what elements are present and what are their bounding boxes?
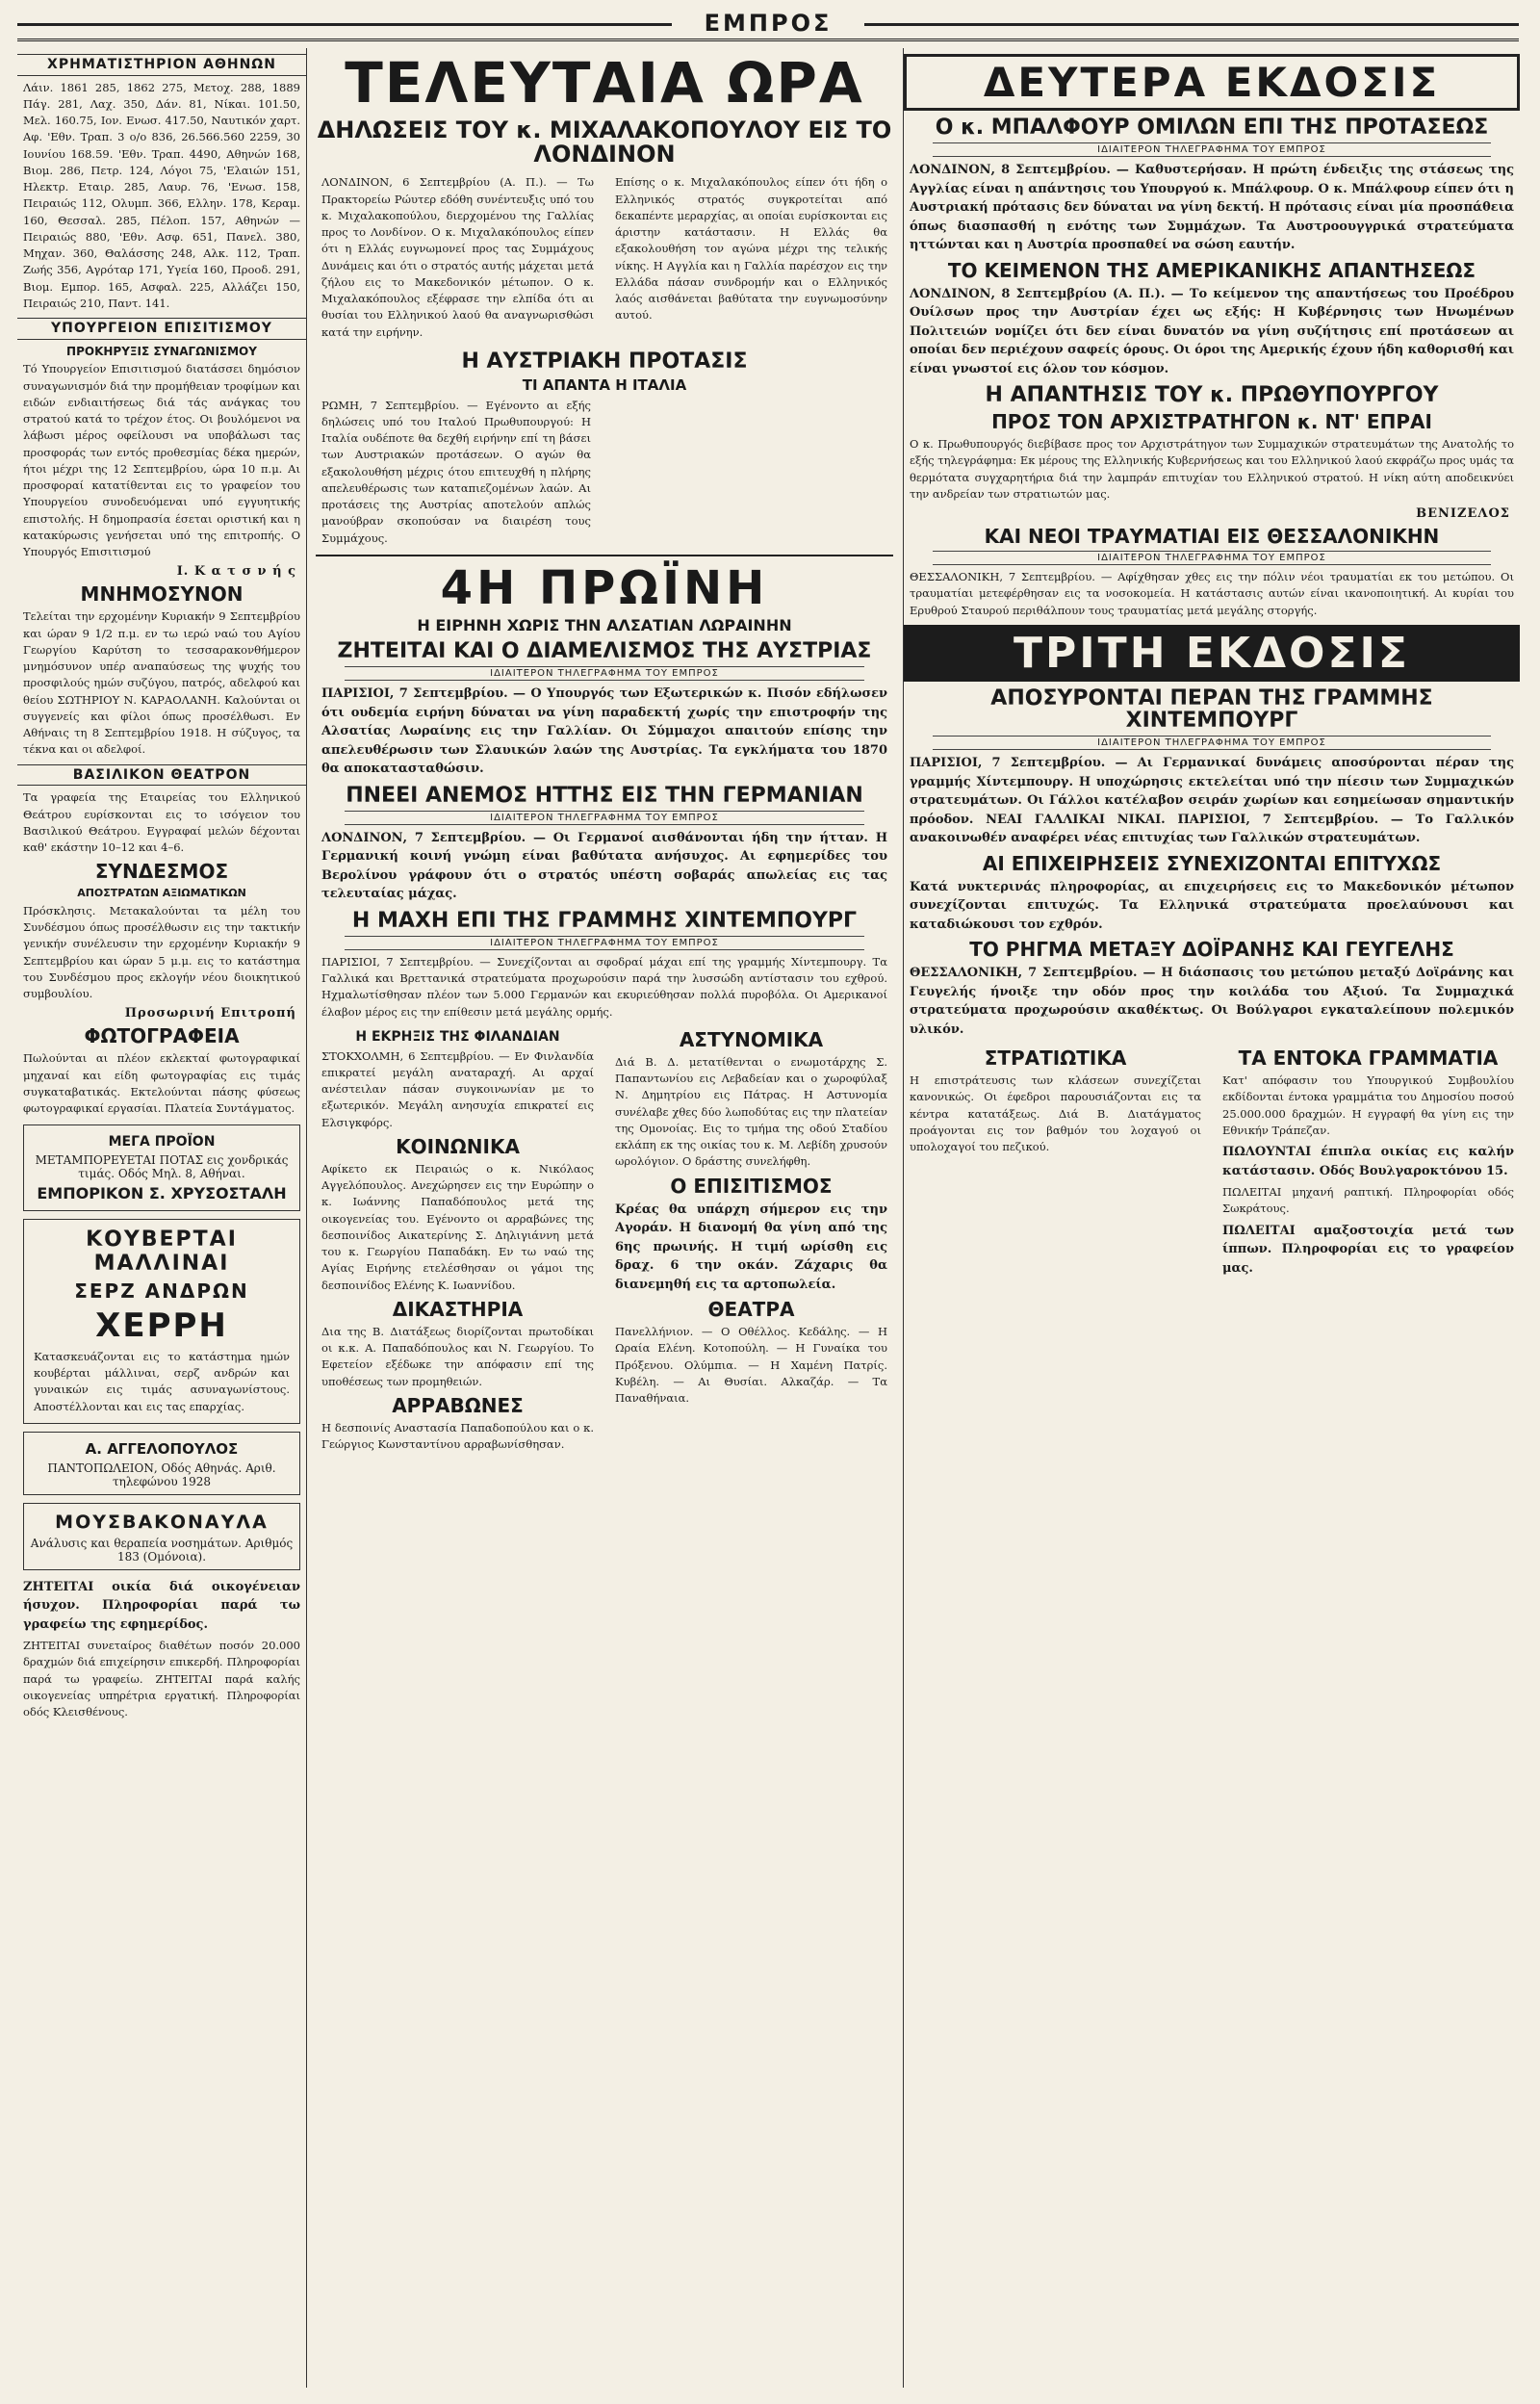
balfour-tag: ΙΔΙΑΙΤΕΡΟΝ ΤΗΛΕΓΡΑΦΗΜΑ ΤΟΥ ΕΜΠΡΟΣ	[933, 142, 1491, 157]
rift-headline: ΤΟ ΡΗΓΜΑ ΜΕΤΑΞΥ ΔΟΪΡΑΝΗΣ ΚΑΙ ΓΕΥΓΕΛΗΣ	[969, 938, 1454, 962]
memorial-text: Τελείται την ερχομένην Κυριακήν 9 Σεπτεμβρίου και ώραν 9 1/2 π.μ. εν τω ιερώ ναώ του Αγίου Γεωργίου Καρύτση το τεσσαρακονθήμερον μνημόσυνον υπέρ αναπαύσεως της ψυχής του προσφιλούς ημών συζύγου, πατρός, αδελφού και θείου ΣΩΤΗΡΙΟΥ Ν. ΚΑΡΑΟΛΑΝΗ. Καλούνται οι συγγενείς και φίλοι όπως προσέλθωσι. Εν Αθήναις τη 8 Σεπτεμβρίου 1918. Η σύζυγος, τα τέκνα και οι αδελφοί.	[23, 609, 300, 757]
ministry-notice-signature: Ι. Κ α τ σ ν ή ς	[176, 564, 296, 580]
ministry-notice-title: ΥΠΟΥΡΓΕΙΟΝ ΕΠΙΣΙΤΙΣΜΟΥ	[17, 318, 306, 340]
operations-text: Κατά νυκτερινάς πληροφορίας, αι επιχειρήσεις εις το Μακεδονικόν μέτωπον συνεχίζονται επιτυχώς. Τα Ελληνικά στρατεύματα προελαύνουσι και καταδιώκουσι τον εχθρόν.	[910, 879, 1514, 932]
engagement-text: Η δεσποινίς Αναστασία Παπαδοπούλου και ο κ. Γεώργιος Κωνσταντίνου αρραβωνίσθησαν.	[321, 1420, 594, 1452]
austria-dismember-headline: ΖΗΤΕΙΤΑΙ ΚΑΙ Ο ΔΙΑΜΕΛΙΣΜΟΣ ΤΗΣ ΑΥΣΤΡΙΑΣ	[337, 639, 872, 664]
divider-1	[316, 555, 893, 556]
social-headline: ΚΟΙΝΩΝΙΚΑ	[396, 1134, 520, 1158]
battle-tag: ΙΔΙΑΙΤΕΡΟΝ ΤΗΛΕΓΡΑΦΗΜΑ ΤΟΥ ΕΜΠΡΟΣ	[345, 936, 864, 950]
lead-story	[316, 170, 893, 345]
association-signature: Προσωρινή Επιτροπή	[124, 1006, 296, 1021]
wind-text: ΛΟΝΔΙΝΟΝ, 7 Σεπτεμβρίου. — Οι Γερμανοί αισθάνονται ήδη την ήτταν. Η Γερμανική κοινή γνώμη είναι βαθύτατα ανήσυχος. Αι εφημερίδες του Βερολίνου γράφουν ότι ο στρατός υπέστη σοβαράς απωλείας εις τας τελευταίας μάχας.	[321, 830, 887, 902]
express-tag: ΙΔΙΑΙΤΕΡΟΝ ΤΗΛΕΓΡΑΦΗΜΑ ΤΟΥ ΕΜΠΡΟΣ	[345, 666, 864, 681]
wind-tag: ΙΔΙΑΙΤΕΡΟΝ ΤΗΛΕΓΡΑΦΗΜΑ ΤΟΥ ΕΜΠΡΟΣ	[345, 811, 864, 825]
right-lower-left	[904, 1043, 1207, 1281]
photo-ad-title: ΦΩΤΟΓΡΑΦΕΙΑ	[84, 1024, 240, 1048]
austria-subheadline: ΤΙ ΑΠΑΝΤΑ Η ΙΤΑΛΙΑ	[522, 375, 687, 394]
classified-1: ΠΩΛΟΥΝΤΑΙ έπιπλα οικίας εις καλήν κατάστασιν. Οδός Βουλγαροκτόνου 15.	[1222, 1145, 1514, 1178]
michalakopoulos-headline: ΔΗΛΩΣΕΙΣ ΤΟΥ κ. ΜΙΧΑΛΑΚΟΠΟΥΛΟΥ ΕΙΣ ΤΟ ΛΟΝΔΙΝΟΝ	[317, 116, 892, 168]
engagement-headline: ΑΡΡΑΒΩΝΕΣ	[392, 1393, 524, 1417]
retreat-tag: ΙΔΙΑΙΤΕΡΟΝ ΤΗΛΕΓΡΑΦΗΜΑ ΤΟΥ ΕΜΠΡΟΣ	[933, 736, 1491, 750]
newspaper-name: ΕΜΠΡΟΣ	[704, 10, 833, 37]
retreat-headline: ΑΠΟΣΥΡΟΝΤΑΙ ΠΕΡΑΝ ΤΗΣ ΓΡΑΜΜΗΣ ΧΙΝΤΕΜΠΟΥΡΓ	[990, 685, 1433, 734]
express-text: ΠΑΡΙΣΙΟΙ, 7 Σεπτεμβρίου. — Ο Υπουργός των Εξωτερικών κ. Πισόν εδήλωσεν ότι ουδεμία ειρήνη δύναται να γίνη παραδεκτή χωρίς την επιστροφήν της Αλσατίας Λωραίνης εις την Γαλλίαν. Οι Σύμμαχοι απαιτούν επίσης την απελευθέρωσιν των Σλαυικών λαών της Αυστρίας. Τα εγκλήματα του 1870 θα αποκατασταθώσιν.	[321, 686, 887, 777]
stamps-headline: ΤΑ ΕΝΤΟΚΑ ΓΡΑΜΜΑΤΙΑ	[1238, 1047, 1499, 1071]
ad-box-2	[23, 1219, 300, 1424]
theatre-notice-text: Τα γραφεία της Εταιρείας του Ελληνικού Θεάτρου ευρίσκονται εις το ισόγειον του Βασιλικού Θεάτρου. Εγγραφαί μελών δέχονται καθ' εκάστην 10–12 και 4–6.	[23, 790, 300, 855]
america-text: ΛΟΝΔΙΝΟΝ, 8 Σεπτεμβρίου (Α. Π.). — Το κείμενον της απαντήσεως του Προέδρου Ουίλσων προς την Αυστρίαν έχει ως εξής: Η Κυβέρνησις των Ηνωμένων Πολιτειών νομίζει ότι δεν είναι δυνατόν να γίνη συζήτησις επί προτάσεων αι οποίαι δεν περιέχουν σαφείς όρους. Οι όροι της Αμερικής έχουν ήδη καθορισθή και είναι γνωστοί εις όλον τον κόσμον.	[910, 286, 1514, 376]
operations-headline: ΑΙ ΕΠΙΧΕΙΡΗΣΕΙΣ ΣΥΝΕΧΙΖΟΝΤΑΙ ΕΠΙΤΥΧΩΣ	[982, 851, 1442, 875]
fourth-morning-banner: 4Η ΠΡΩΪΝΗ	[440, 560, 769, 615]
austria-headline: Η ΑΥΣΤΡΙΑΚΗ ΠΡΟΤΑΣΙΣ	[461, 349, 748, 374]
ad4-text: Ανάλυσις και θεραπεία νοσημάτων. Αριθμός 183 (Ομόνοια).	[30, 1536, 294, 1564]
ad-box-4	[23, 1503, 300, 1570]
ad3-name: Α. ΑΓΓΕΛΟΠΟΥΛΟΣ	[85, 1439, 239, 1458]
ad-box-3	[23, 1432, 300, 1495]
pm-subheadline: ΠΡΟΣ ΤΟΝ ΑΡΧΙΣΤΡΑΤΗΓΟΝ κ. ΝΤ' ΕΠΡΑΙ	[991, 410, 1432, 434]
ad4-title: ΜΟΥΣΒΑΚΟΝΑΥΛΑ	[55, 1511, 269, 1533]
right-lower-right	[1217, 1043, 1520, 1281]
classified-3: ΠΩΛΕΙΤΑΙ αμαξοστοιχία μετά των ίππων. Πληροφορίαι εις το γραφείον μας.	[1222, 1223, 1514, 1276]
police-text: Διά Β. Δ. μετατίθενται ο ενωμοτάρχης Σ. Παπαντωνίου εις Λεβαδείαν και ο χωροφύλαξ Ν. Δημητρίου εις Πάτρας. Η Αστυνομία συνέλαβε χθες δύο λωποδύτας εις την πλατείαν της Ομονοίας. Εις το τμήμα της οδού Σταδίου εκλάπη εκ της οικίας του κ. Μ. Λεβίδη χρυσούν ωρολόγιον. Ο δράστης συνελήφθη.	[615, 1054, 887, 1169]
austria-text: ΡΩΜΗ, 7 Σεπτεμβρίου. — Εγένοντο αι εξής δηλώσεις υπό του Ιταλού Πρωθυπουργού: Η Ιταλία ουδέποτε θα δεχθή ειρήνην επί τη βάσει των Αυστριακών προτάσεων. Ο αγών θα εξακολουθήση μέχρις ότου επιτευχθή η πλήρης απελευθέρωσις των καταπιεζομένων λαών. Αι προτάσεις της Αυστρίας αποτελούν απλώς μανούβραν σκοπούσαν να διαιρέση τους Συμμάχους.	[321, 398, 591, 545]
masthead	[17, 10, 1519, 41]
association-text: Πρόσκλησις. Μετακαλούνται τα μέλη του Συνδέσμου όπως προσέλθωσιν εις την τακτικήν γενικήν συνέλευσιν την ερχομένην Κυριακήν 9 Σεπτεμβρίου και ώραν 5 μ.μ. εις το κατάστημα του Συνδέσμου προς εκλογήν νέου διοικητικού συμβουλίου.	[23, 903, 300, 1001]
police-headline: ΑΣΤΥΝΟΜΙΚΑ	[679, 1027, 824, 1051]
center-column	[316, 48, 893, 2388]
theatre-notice-title: ΒΑΣΙΛΙΚΟΝ ΘΕΑΤΡΟΝ	[17, 764, 306, 787]
market-text: Λάιν. 1861 285, 1862 275, Μετοχ. 288, 1889 Πάγ. 281, Λαχ. 350, Δάν. 81, Νίκαι. 101.50, Μελ. 160.75, Ιον. Ενωσ. 417.50, Ναυτικόν χαρτ. Αφ. 'Εθν. Τραπ. 3 ο/ο 836, 26.566.560 2259, 30 Ιουνίου 168.59. 'Εθν. Τραπ. 4490, Αθηνών 168, Βιομ. 286, Πετρ. 124, Λόγοι 75, 'Ελαιών 151, Ηλεκτρ. Εταιρ. 285, Λαυρ. 76, 'Ενωσ. 158, Πειραιώς 112, Ολυμπ. 366, Ελλην. 178, Κεραμ. 160, Θεσσαλ. 285, Πέλοπ. 157, Αθηνών — Πειραιώς 880, 'Εθν. Ασφ. 651, Πανελ. 380, Μηχαν. 360, Θαλάσσης 248, Αλκ. 112, Τραπ. Ζωής 356, Αγρόταρ 171, Υγεία 160, Προοδ. 291, Βιομ. Εμπορ. 165, Ασφαλ. 225, Αλλάζει 150, Πειραιώς 210, Παντ. 141.	[23, 80, 300, 310]
ad1-name: ΕΜΠΟΡΙΚΟΝ Σ. ΧΡΥΣΟΣΤΑΛΗ	[37, 1184, 287, 1203]
memorial-title: ΜΝΗΜΟΣΥΝΟΝ	[80, 582, 244, 607]
masthead-rule-right	[864, 23, 1519, 26]
theatres-headline: ΘΕΑΤΡΑ	[707, 1298, 795, 1322]
military-headline: ΣΤΡΑΤΙΩΤΙΚΑ	[984, 1047, 1127, 1071]
balfour-text: ΛΟΝΔΙΝΟΝ, 8 Σεπτεμβρίου. — Καθυστερήσαν. Η πρώτη ένδειξις της στάσεως της Αγγλίας είναι η απάντησις του Υπουργού κ. Μπάλφουρ. Ο κ. Μπάλφουρ είπεν ότι η Αυστριακή πρότασις δεν δύναται να γίνη δεκτή. Η πρότασις είναι μία προσπάθεια όπως διασπασθή η ενότης των Συμμάχων. Τα Αυστροουγγρικά στρατεύματα ηττώνται και η Αυστρία προσπαθεί να σώση εαυτήν.	[910, 163, 1514, 253]
center-lower-grid	[316, 1024, 893, 1457]
ad2-title: ΚΟΥΒΕΡΤΑΙ ΜΑΛΛΙΝΑΙ	[86, 1227, 238, 1276]
military-text: Η επιστράτευσις των κλάσεων συνεχίζεται κανονικώς. Οι έφεδροι παρουσιάζονται εις τα κέντρα κατατάξεως. Διά Β. Διατάγματος προάγονται εις τον βαθμόν του λοχαγού οι υπολοχαγοί του πεζικού.	[910, 1073, 1201, 1154]
supplement-text: Κρέας θα υπάρχη σήμερον εις την Αγοράν. Η διανομή θα γίνη από της 6ης πρωινής. Η τιμή ωρίσθη εις δραχ. 6 την οκάν. Ζάχαρις θα διανεμηθή εις τα αρτοπωλεία.	[615, 1202, 887, 1292]
judicial-text: Δια της Β. Διατάξεως διορίζονται πρωτοδίκαι οι κ.κ. Α. Παπαδόπουλος και Ν. Γεωργίου. Το Εφετείον εξέδωκε την απόφασιν επί της υποθέσεως των προμηθειών.	[321, 1324, 594, 1388]
association-subtitle: ΑΠΟΣΤΡΑΤΩΝ ΑΞΙΩΜΑΤΙΚΩΝ	[77, 887, 246, 900]
supplement-headline: Ο ΕΠΙΣΙΤΙΣΜΟΣ	[670, 1174, 833, 1198]
center-lower-left	[316, 1024, 600, 1457]
thessaloniki-text: ΘΕΣΣΑΛΟΝΙΚΗ, 7 Σεπτεμβρίου. — Αφίχθησαν χθες εις την πόλιν νέοι τραυματίαι εκ του μετώπου. Οι τραυματίαι μετεφέρθησαν εις τα νοσοκομεία. Η κατάστασις αυτών είναι ικανοποιητική. Αι κυρίαι του Ερυθρού Σταυρού περιθάλπουν τους τραυματίας μετά μεγάλης στοργής.	[910, 570, 1514, 617]
lead-story-part-1: ΛΟΝΔΙΝΟΝ, 6 Σεπτεμβρίου (Α. Π.). — Τω Πρακτορείω Ρώυτερ εδόθη συνέντευξις υπό του κ. Μιχαλακοπούλου, διερχομένου της Γαλλίας προς το Λονδίνον. Ο κ. Μιχαλακόπουλος είπεν ότι η Ελλάς ευγνωμονεί προς τας Συμμάχους Δυνάμεις και ότι ο στρατός αυτής μάχεται μετά ζήλου εις το Μακεδονικόν μέτωπον. Ο κ. Μιχαλακόπουλος εξέφρασε την ελπίδα ότι αι θυσίαι του Ελληνικού λαού θα αναγνωρισθώσι κατά την ειρήνην.	[321, 175, 594, 339]
ministry-notice-subtitle: ΠΡΟΚΗΡΥΞΙΣ ΣΥΝΑΓΩΝΙΣΜΟΥ	[66, 344, 257, 358]
wind-headline: ΠΝΕΕΙ ΑΝΕΜΟΣ ΗΤΤΗΣ ΕΙΣ ΤΗΝ ΓΕΡΜΑΝΙΑΝ	[346, 783, 863, 808]
ad2-name: ΧΕΡΡΗ	[95, 1305, 228, 1345]
right-lower-grid	[904, 1043, 1520, 1281]
peace-subheadline: Η ΕΙΡΗΝΗ ΧΩΡΙΣ ΤΗΝ ΑΛΣΑΤΙΑΝ ΛΩΡΑΙΝΗΝ	[417, 616, 792, 635]
ad-box-1	[23, 1124, 300, 1210]
thessaloniki-headline: ΚΑΙ ΝΕΟΙ ΤΡΑΥΜΑΤΙΑΙ ΕΙΣ ΘΕΣΣΑΛΟΝΙΚΗΝ	[984, 525, 1440, 549]
second-edition-banner: ΔΕΥΤΕΡΑ ΕΚΔΟΣΙΣ	[904, 54, 1520, 111]
finland-text: ΣΤΟΚΧΟΛΜΗ, 6 Σεπτεμβρίου. — Εν Φινλανδία επικρατεί μεγάλη αναταραχή. Αι αρχαί ανέστειλαν πάσαν συγκοινωνίαν με το εξωτερικόν. Μεγάλη ανησυχία επικρατεί εις Ελσιγκφόρς.	[321, 1048, 594, 1129]
ad2-subtitle: ΣΕΡΖ ΑΝΔΡΩΝ	[74, 1279, 249, 1303]
ad1-text: ΜΕΤΑΜΠΟΡΕΥΕΤΑΙ ΠΟΤΑΣ εις χονδρικάς τιμάς. Οδός Μηλ. 8, Αθήναι.	[35, 1153, 289, 1181]
social-text: Αφίκετο εκ Πειραιώς ο κ. Νικόλαος Αγγελόπουλος. Ανεχώρησεν εις την Ευρώπην ο κ. Ιωάννης Παπαδόπουλος μετά της οικογενείας του. Εγένοντο οι αρραβώνες της δεσποινίδος Αικατερίνης Σ. Δηλιγιάννη μετά του κ. Γεωργίου Παπαδάκη. Εν τω ναώ της Αγίας Ειρήνης ετελέσθησαν οι γάμοι της δεσποινίδος Ελένης Κ. Ιωαννίδου.	[321, 1161, 594, 1292]
left-column	[17, 48, 307, 2388]
right-column	[903, 48, 1520, 2388]
third-edition-banner: ΤΡΙΤΗ ΕΚΔΟΣΙΣ	[904, 625, 1520, 682]
ad1-title: ΜΕΓΑ ΠΡΟΪΟΝ	[108, 1134, 216, 1150]
market-title: ΧΡΗΜΑΤΙΣΤΗΡΙΟΝ ΑΘΗΝΩΝ	[17, 54, 306, 76]
judicial-headline: ΔΙΚΑΣΤΗΡΙΑ	[392, 1297, 524, 1321]
center-lower-right	[609, 1024, 893, 1457]
lead-story-part-2: Επίσης ο κ. Μιχαλακόπουλος είπεν ότι ήδη ο Ελληνικός στρατός συγκροτείται από δεκαπέντε μεραρχίας, αι οποίαι ευρίσκονται εις άριστην κατάστασιν. Η Ελλάς θα εξακολουθήση τον αγώνα μέχρι της τελικής νίκης. Η Αγγλία και η Γαλλία παρέσχον εις την Ελλάδα πάσαν συνδρομήν και ο Ελληνικός λαός αισθάνεται βαθύτατα την ευγνωμοσύνην αυτού.	[615, 175, 887, 323]
ministry-notice-text: Τό Υπουργείον Επισιτισμού διατάσσει δημόσιον συναγωνισμόν διά την προμήθειαν τροφίμων και ειδών ενδιαιτήσεως διά τάς ανάγκας του στρατού κατά το τρέχον έτος. Οι βουλόμενοι να λάβωσι μέρος οφείλουσι να υποβάλωσι τας προσφοράς των εντός προθεσμίας δέκα ημερών, ήτοι μέχρι της 12 Σεπτεμβρίου, ώρα 10 π.μ. Αι προσφοραί κατατίθενται εις το γραφείον του Υπουργείου συνοδευόμεναι υπό εγγυητικής επιστολής. Η δημοπρασία έσεται οριστική και η κατακύρωσις γενήσεται υπό της επιτροπής. Ο Υπουργός Επισιτισμού	[23, 362, 300, 559]
stamps-text: Κατ' απόφασιν του Υπουργικού Συμβουλίου εκδίδονται έντοκα γραμμάτια του Δημοσίου ποσού 25.000.000 δραχμών. Η εγγραφή θα γίνη εις την Εθνικήν Τράπεζαν.	[1222, 1073, 1514, 1137]
masthead-rule-left	[17, 23, 672, 26]
finland-headline: Η ΕΚΡΗΞΙΣ ΤΗΣ ΦΙΛΑΝΔΙΑΝ	[355, 1028, 560, 1045]
america-headline: ΤΟ ΚΕΙΜΕΝΟΝ ΤΗΣ ΑΜΕΡΙΚΑΝΙΚΗΣ ΑΠΑΝΤΗΣΕΩΣ	[947, 258, 1476, 282]
pm-signature: ΒΕΝΙΖΕΛΟΣ	[1416, 506, 1510, 522]
classified-2: ΠΩΛΕΙΤΑΙ μηχανή ραπτική. Πληροφορίαι οδός Σωκράτους.	[1222, 1185, 1514, 1216]
photo-ad-text: Πωλούνται αι πλέον εκλεκταί φωτογραφικαί μηχαναί και είδη φωτογραφίας εις τιμάς συγκαταβατικάς. Εκτελούνται πάσης φύσεως φωτογραφικαί εργασίαι. Πλατεία Συντάγματος.	[23, 1051, 300, 1116]
theatres-text: Πανελλήνιον. — Ο Οθέλλος. Κεδάλης. — Η Ωραία Ελένη. Κοτοπούλη. — Η Γυναίκα του Πρόξενου. Ολύμπια. — Η Χαμένη Πατρίς. Κυβέλη. — Αι Θυσίαι. Αλκαζάρ. — Τα Παναθήναια.	[615, 1325, 887, 1406]
ad2-text: Κατασκευάζονται εις το κατάστημα ημών κουβέρται μάλλιναι, σερζ ανδρών και γυναικών εις τιμάς ασυναγωνίστους. Αποστέλλονται και εις τας επαρχίας.	[34, 1349, 290, 1413]
ad6-text: ΖΗΤΕΙΤΑΙ συνεταίρος διαθέτων ποσόν 20.000 δραχμών διά επιχείρησιν επικερδή. Πληροφορίαι παρά τω γραφείω. ΖΗΤΕΙΤΑΙ παρά καλής οικογενείας υπηρέτρια εργατική. Πληροφορίαι οδός Κλεισθένους.	[23, 1639, 300, 1719]
battle-headline: Η ΜΑΧΗ ΕΠΙ ΤΗΣ ΓΡΑΜΜΗΣ ΧΙΝΤΕΜΠΟΥΡΓ	[351, 908, 858, 933]
newspaper-page	[17, 10, 1519, 2388]
ad5-text: ΖΗΤΕΙΤΑΙ οικία διά οικογένειαν ήσυχον. Πληροφορίαι παρά τω γραφείω της εφημερίδος.	[23, 1579, 300, 1632]
ad3-text: ΠΑΝΤΟΠΩΛΕΙΟΝ, Οδός Αθηνάς. Αριθ. τηλεφώνου 1928	[47, 1460, 276, 1488]
battle-text: ΠΑΡΙΣΙΟΙ, 7 Σεπτεμβρίου. — Συνεχίζονται αι σφοδραί μάχαι επί της γραμμής Χίντεμπουργ. Τα Γαλλικά και Βρεττανικά στρατεύματα προχωρούσιν παρά την λυσσώδη αντίστασιν του εχθρού. Ηχμαλωτίσθησαν πλέον των 5.000 Γερμανών και εκυριεύθησαν πολλά πυροβόλα. Οι Αμερικανοί έλαβον μέρος εις την επίθεσιν μετά μεγάλης ορμής.	[321, 954, 887, 1019]
balfour-headline: Ο κ. ΜΠΑΛΦΟΥΡ ΟΜΙΛΩΝ ΕΠΙ ΤΗΣ ΠΡΟΤΑΣΕΩΣ	[935, 116, 1489, 140]
retreat-text: ΠΑΡΙΣΙΟΙ, 7 Σεπτεμβρίου. — Αι Γερμανικαί δυνάμεις αποσύρονται πέραν της γραμμής Χίντεμπουργ. Η υποχώρησις εκτελείται υπό την πίεσιν των Συμμαχικών στρατευμάτων. Οι Γάλλοι κατέλαβον σειράν χωρίων και εσημείωσαν σημαντικήν πρόοδον. ΝΕΑΙ ΓΑΛΛΙΚΑΙ ΝΙΚΑΙ. ΠΑΡΙΣΙΟΙ, 7 Σεπτεμβρίου. — Το Γαλλικόν ανακοινωθέν αναφέρει νέας επιτυχίας των Γαλλικών στρατευμάτων.	[910, 756, 1514, 846]
pm-headline: Η ΑΠΑΝΤΗΣΙΣ ΤΟΥ κ. ΠΡΩΘΥΠΟΥΡΓΟΥ	[985, 383, 1439, 408]
association-title: ΣΥΝΔΕΣΜΟΣ	[94, 860, 229, 884]
latest-hour-banner: ΤΕΛΕΥΤΑΙΑ ΩΡΑ	[345, 50, 864, 116]
thessaloniki-tag: ΙΔΙΑΙΤΕΡΟΝ ΤΗΛΕΓΡΑΦΗΜΑ ΤΟΥ ΕΜΠΡΟΣ	[933, 551, 1491, 565]
rift-text: ΘΕΣΣΑΛΟΝΙΚΗ, 7 Σεπτεμβρίου. — Η διάσπασις του μετώπου μεταξύ Δοϊράνης και Γευγελής ήνοιξε την οδόν προς την κοιλάδα του Αξιού. Τα Συμμαχικά στρατεύματα προχωρούσιν ακαθέκτως. Οι Βούλγαροι εγκαταλείπουν πολεμικόν υλικόν.	[910, 966, 1514, 1037]
pm-text: Ο κ. Πρωθυπουργός διεβίβασε προς τον Αρχιστράτηγον των Συμμαχικών στρατευμάτων της Ανατολής το εξής τηλεγράφημα: Εκ μέρους της Ελληνικής Κυβερνήσεως και του Ελληνικού λαού εκφράζω προς υμάς τα θερμότατα συγχαρητήρια διά την λαμπράν επιτυχίαν του Ελληνικού στρατού. Η νίκη αύτη αποδεικνύει την ανδρείαν των στρατιωτών μας.	[910, 437, 1514, 501]
